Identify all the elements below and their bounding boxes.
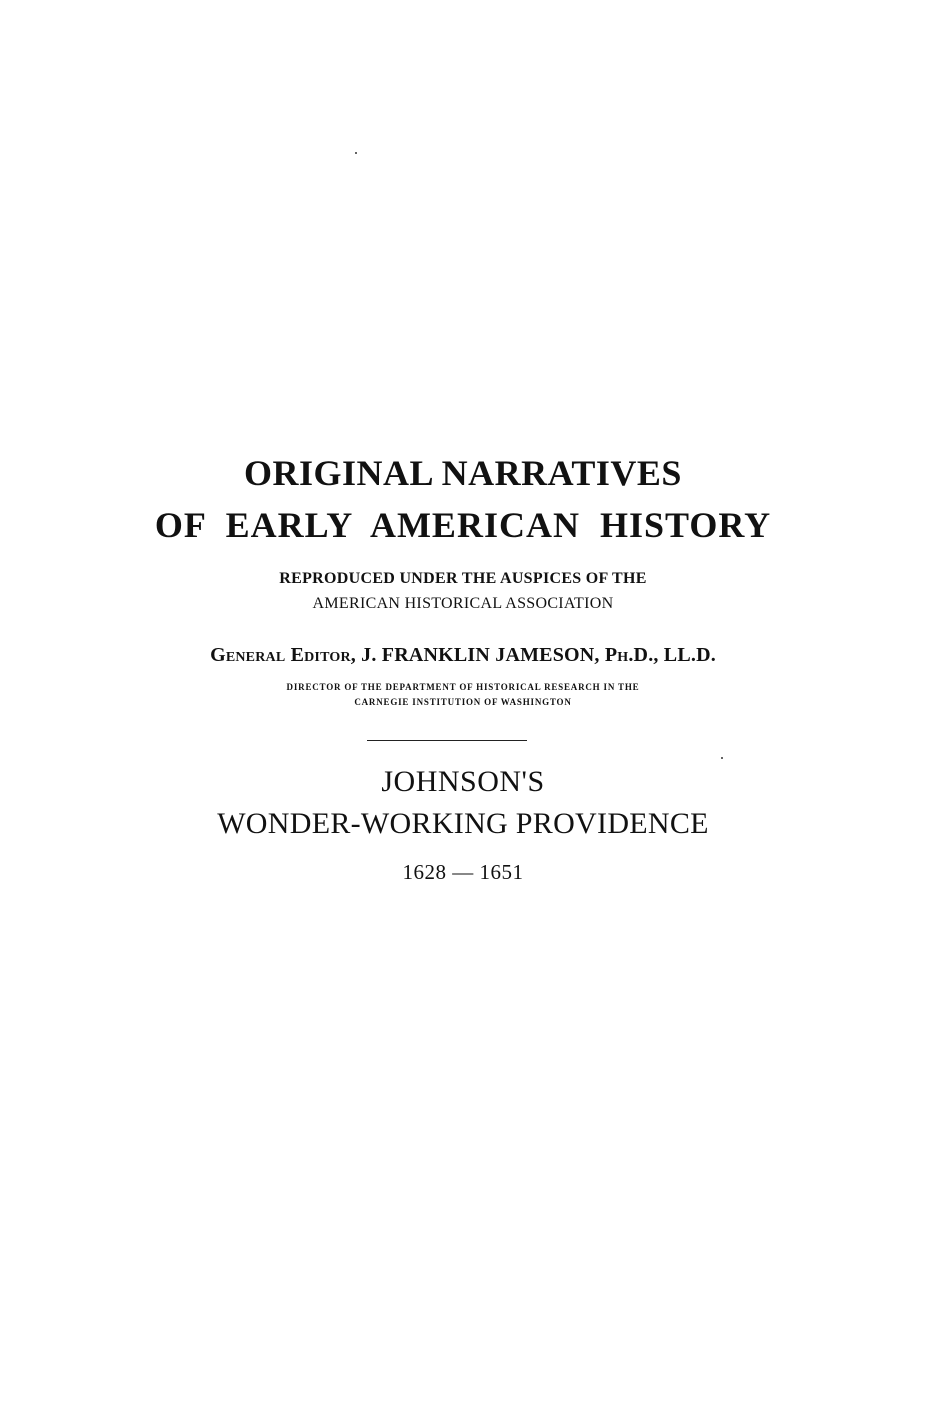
auspices-line-2: AMERICAN HISTORICAL ASSOCIATION: [312, 595, 614, 612]
work-title-line-1: JOHNSON'S: [381, 765, 545, 798]
director-line-1: DIRECTOR OF THE DEPARTMENT OF HISTORICAL RESEARCH IN THE: [286, 682, 640, 692]
editor-degree-ph: Ph.: [604, 644, 634, 666]
print-speck: [355, 152, 357, 154]
series-title-line-2: OF EARLY AMERICAN HISTORY: [154, 505, 772, 545]
editor-role: General Editor,: [210, 644, 356, 666]
director-line-2: CARNEGIE INSTITUTION OF WASHINGTON: [354, 697, 572, 707]
horizontal-rule: [367, 740, 527, 741]
editor-degree-rest: D., LL.D.: [633, 644, 716, 666]
series-title-line-1: ORIGINAL NARRATIVES: [244, 453, 682, 493]
auspices-line-1: REPRODUCED UNDER THE AUSPICES OF THE: [279, 570, 647, 587]
work-title-line-2: WONDER-WORKING PROVIDENCE: [217, 807, 709, 840]
editor-name: J. FRANKLIN JAMESON,: [361, 644, 600, 666]
date-range: 1628 — 1651: [402, 860, 524, 884]
print-speck: [721, 757, 723, 759]
general-editor-line: [0, 644, 926, 667]
